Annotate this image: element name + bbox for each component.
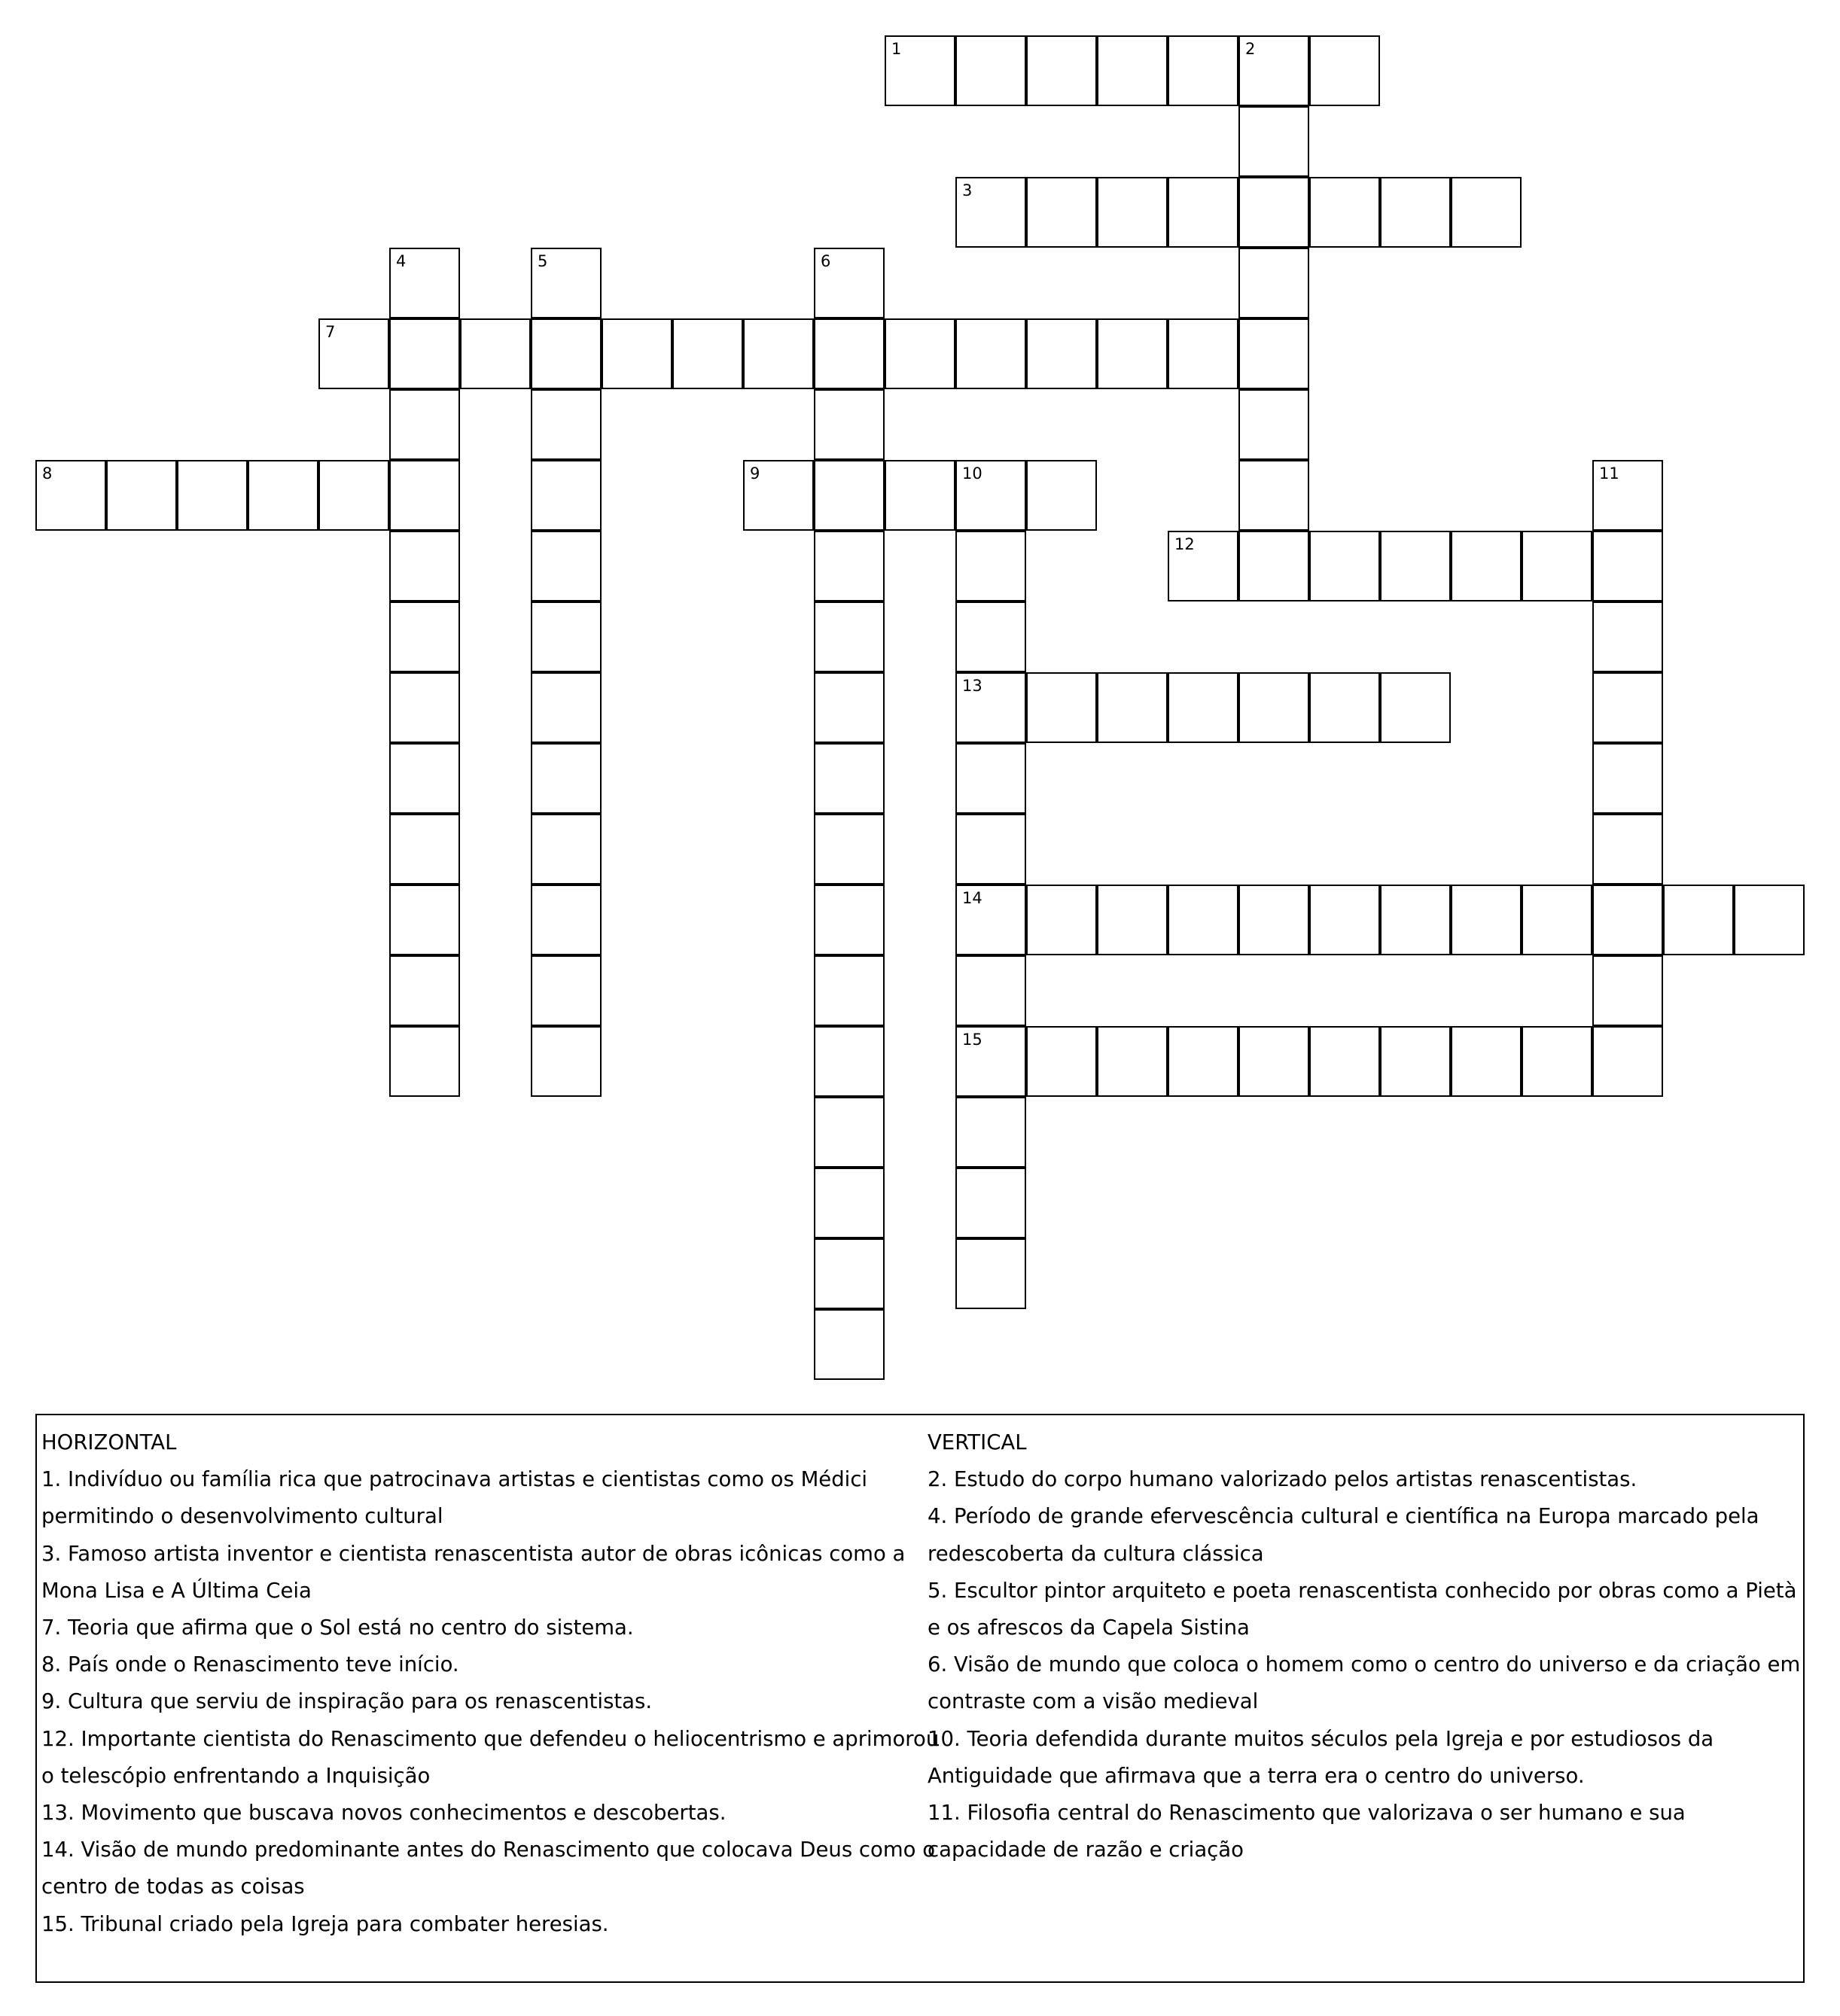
clue-v-4: 4. Período de grande efervescência cultural e científica na Europa marcado pela redescoberta da cultura clássica [928, 1504, 1759, 1566]
grid-cell[interactable] [1026, 318, 1097, 389]
grid-cell[interactable] [955, 318, 1026, 389]
grid-cell[interactable] [1451, 1026, 1522, 1097]
grid-cell[interactable] [389, 885, 460, 955]
grid-cell-6[interactable] [814, 248, 885, 318]
clue-number: 9 [750, 464, 760, 483]
grid-cell[interactable] [885, 460, 955, 531]
clue-number: 2 [1245, 40, 1256, 58]
clue-v-2: 2. Estudo do corpo humano valorizado pelos artistas renascentistas. [928, 1467, 1637, 1492]
grid-cell[interactable] [531, 1026, 602, 1097]
grid-cell[interactable] [1238, 106, 1309, 177]
grid-cell[interactable] [1168, 1026, 1238, 1097]
vertical-clues-column [928, 1424, 1801, 1868]
clue-v-10: 10. Teoria defendida durante muitos séculos pela Igreja e por estudiosos da Antiguidade que afirmava que a terra era o centro do universo. [928, 1726, 1714, 1788]
grid-cell[interactable] [1592, 743, 1663, 814]
grid-cell-9[interactable] [743, 460, 814, 531]
clue-h-14: 14. Visão de mundo predominante antes do Renascimento que colocava Deus como o centro de todas as coisas [41, 1838, 936, 1899]
grid-cell[interactable] [955, 35, 1026, 106]
grid-cell[interactable] [1238, 389, 1309, 460]
clue-number: 15 [962, 1031, 982, 1049]
grid-cell[interactable] [1309, 1026, 1380, 1097]
vertical-title: VERTICAL [928, 1430, 1027, 1454]
grid-cell[interactable] [1168, 177, 1238, 248]
grid-cell[interactable] [1026, 885, 1097, 955]
grid-cell[interactable] [531, 601, 602, 672]
grid-cell-12[interactable] [1168, 531, 1238, 601]
grid-cell[interactable] [1451, 531, 1522, 601]
grid-cell[interactable] [1663, 885, 1734, 955]
grid-cell[interactable] [1097, 177, 1168, 248]
clue-h-15: 15. Tribunal criado pela Igreja para combater heresias. [41, 1911, 609, 1936]
clues-panel [35, 1414, 1805, 1983]
grid-cell[interactable] [1309, 531, 1380, 601]
clue-number: 13 [962, 677, 982, 695]
clue-number: 7 [325, 323, 336, 341]
grid-cell[interactable] [814, 814, 885, 885]
grid-cell[interactable] [531, 318, 602, 389]
grid-cell[interactable] [814, 318, 885, 389]
grid-cell[interactable] [1380, 672, 1451, 743]
grid-cell[interactable] [1238, 1026, 1309, 1097]
clue-number: 4 [396, 252, 407, 270]
grid-cell[interactable] [672, 318, 743, 389]
grid-cell[interactable] [1238, 177, 1309, 248]
grid-cell[interactable] [1309, 177, 1380, 248]
grid-cell[interactable] [1238, 885, 1309, 955]
grid-cell[interactable] [1522, 1026, 1592, 1097]
grid-cell-2[interactable] [1238, 35, 1309, 106]
grid-cell[interactable] [1592, 531, 1663, 601]
grid-cell-3[interactable] [955, 177, 1026, 248]
grid-cell[interactable] [955, 814, 1026, 885]
grid-cell-5[interactable] [531, 248, 602, 318]
grid-cell[interactable] [1026, 460, 1097, 531]
grid-cell-1[interactable] [885, 35, 955, 106]
grid-cell[interactable] [1097, 885, 1168, 955]
grid-cell[interactable] [1522, 885, 1592, 955]
clue-h-1: 1. Indivíduo ou família rica que patrocinava artistas e cientistas como os Médici permitindo o desenvolvimento cultural [41, 1467, 868, 1529]
grid-cell[interactable] [106, 460, 177, 531]
grid-cell[interactable] [1238, 248, 1309, 318]
grid-cell[interactable] [1380, 1026, 1451, 1097]
grid-cell-4[interactable] [389, 248, 460, 318]
grid-cell[interactable] [814, 531, 885, 601]
clue-h-7: 7. Teoria que afirma que o Sol está no centro do sistema. [41, 1616, 634, 1640]
grid-cell[interactable] [389, 1026, 460, 1097]
horizontal-clues-column [41, 1424, 941, 1943]
grid-cell[interactable] [531, 885, 602, 955]
grid-cell[interactable] [1026, 177, 1097, 248]
grid-cell[interactable] [814, 601, 885, 672]
clue-h-12: 12. Importante cientista do Renascimento que defendeu o heliocentrismo e aprimorou o telescópio enfrentando a Inquisição [41, 1726, 940, 1788]
grid-cell[interactable] [531, 814, 602, 885]
grid-cell[interactable] [955, 1168, 1026, 1238]
grid-cell[interactable] [531, 531, 602, 601]
grid-cell[interactable] [1592, 885, 1663, 955]
grid-cell[interactable] [1026, 1026, 1097, 1097]
grid-cell[interactable] [248, 460, 318, 531]
grid-cell[interactable] [814, 1238, 885, 1309]
grid-cell-8[interactable] [35, 460, 106, 531]
grid-cell[interactable] [1309, 672, 1380, 743]
grid-cell-10[interactable] [955, 460, 1026, 531]
grid-cell[interactable] [1097, 1026, 1168, 1097]
clue-h-9: 9. Cultura que serviu de inspiração para os renascentistas. [41, 1689, 653, 1714]
clue-number: 1 [891, 40, 902, 58]
clue-h-3: 3. Famoso artista inventor e cientista renascentista autor de obras icônicas como a Mona Lisa e A Última Ceia [41, 1541, 906, 1603]
grid-cell[interactable] [1168, 318, 1238, 389]
grid-cell[interactable] [955, 955, 1026, 1026]
clue-number: 14 [962, 889, 982, 907]
grid-cell[interactable] [1451, 885, 1522, 955]
grid-cell[interactable] [814, 1026, 885, 1097]
grid-cell[interactable] [1592, 955, 1663, 1026]
grid-cell[interactable] [531, 672, 602, 743]
clue-v-11: 11. Filosofia central do Renascimento que valorizava o ser humano e sua capacidade de razão e criação [928, 1801, 1686, 1862]
grid-cell[interactable] [531, 460, 602, 531]
grid-cell[interactable] [1238, 672, 1309, 743]
grid-cell[interactable] [1380, 531, 1451, 601]
grid-cell[interactable] [1097, 672, 1168, 743]
clue-number: 12 [1174, 535, 1195, 553]
grid-cell[interactable] [1238, 318, 1309, 389]
grid-cell-14[interactable] [955, 885, 1026, 955]
grid-cell-13[interactable] [955, 672, 1026, 743]
grid-cell-7[interactable] [318, 318, 389, 389]
grid-cell[interactable] [814, 672, 885, 743]
grid-cell[interactable] [955, 531, 1026, 601]
grid-cell[interactable] [955, 601, 1026, 672]
grid-cell[interactable] [531, 743, 602, 814]
grid-cell[interactable] [1238, 460, 1309, 531]
grid-cell[interactable] [814, 955, 885, 1026]
grid-cell[interactable] [177, 460, 248, 531]
grid-cell[interactable] [885, 318, 955, 389]
grid-cell[interactable] [1168, 885, 1238, 955]
grid-cell[interactable] [814, 460, 885, 531]
grid-cell[interactable] [389, 389, 460, 460]
grid-cell-15[interactable] [955, 1026, 1026, 1097]
grid-cell[interactable] [955, 1097, 1026, 1168]
grid-cell[interactable] [1026, 672, 1097, 743]
grid-cell[interactable] [1592, 601, 1663, 672]
clue-v-5: 5. Escultor pintor arquiteto e poeta renascentista conhecido por obras como a Pietà e os afrescos da Capela Sistina [928, 1578, 1797, 1640]
grid-cell[interactable] [1238, 531, 1309, 601]
grid-cell[interactable] [1026, 35, 1097, 106]
grid-cell[interactable] [389, 601, 460, 672]
clue-number: 6 [821, 252, 831, 270]
grid-cell[interactable] [1168, 672, 1238, 743]
horizontal-title: HORIZONTAL [41, 1430, 177, 1454]
grid-cell[interactable] [531, 389, 602, 460]
grid-cell[interactable] [389, 460, 460, 531]
grid-cell[interactable] [814, 743, 885, 814]
clue-number: 11 [1599, 464, 1619, 483]
clue-h-8: 8. País onde o Renascimento teve início. [41, 1652, 459, 1677]
grid-cell[interactable] [1451, 177, 1522, 248]
grid-cell[interactable] [1592, 1026, 1663, 1097]
grid-cell[interactable] [1097, 35, 1168, 106]
grid-cell[interactable] [1380, 177, 1451, 248]
grid-cell[interactable] [1522, 531, 1592, 601]
grid-cell-11[interactable] [1592, 460, 1663, 531]
grid-cell[interactable] [1380, 885, 1451, 955]
grid-cell[interactable] [814, 1168, 885, 1238]
grid-cell[interactable] [1097, 318, 1168, 389]
grid-cell[interactable] [389, 318, 460, 389]
clue-number: 10 [962, 464, 982, 483]
grid-cell[interactable] [389, 672, 460, 743]
grid-cell[interactable] [1592, 672, 1663, 743]
grid-cell[interactable] [602, 318, 672, 389]
clue-number: 8 [42, 464, 53, 483]
grid-cell[interactable] [531, 955, 602, 1026]
grid-cell[interactable] [1309, 885, 1380, 955]
grid-cell[interactable] [1592, 814, 1663, 885]
grid-cell[interactable] [389, 743, 460, 814]
grid-cell[interactable] [389, 814, 460, 885]
clue-v-6: 6. Visão de mundo que coloca o homem como o centro do universo e da criação em contraste com a visão medieval [928, 1652, 1801, 1714]
clue-number: 3 [962, 181, 973, 199]
grid-cell[interactable] [814, 885, 885, 955]
grid-cell[interactable] [1309, 35, 1380, 106]
grid-cell[interactable] [814, 1097, 885, 1168]
grid-cell[interactable] [389, 955, 460, 1026]
clue-number: 5 [538, 252, 548, 270]
grid-cell[interactable] [389, 531, 460, 601]
grid-cell[interactable] [460, 318, 531, 389]
grid-cell[interactable] [743, 318, 814, 389]
grid-cell[interactable] [1734, 885, 1805, 955]
grid-cell[interactable] [1168, 35, 1238, 106]
grid-cell[interactable] [814, 389, 885, 460]
clue-h-13: 13. Movimento que buscava novos conhecimentos e descobertas. [41, 1801, 727, 1826]
grid-cell[interactable] [814, 1309, 885, 1380]
grid-cell[interactable] [318, 460, 389, 531]
grid-cell[interactable] [955, 743, 1026, 814]
grid-cell[interactable] [955, 1238, 1026, 1309]
